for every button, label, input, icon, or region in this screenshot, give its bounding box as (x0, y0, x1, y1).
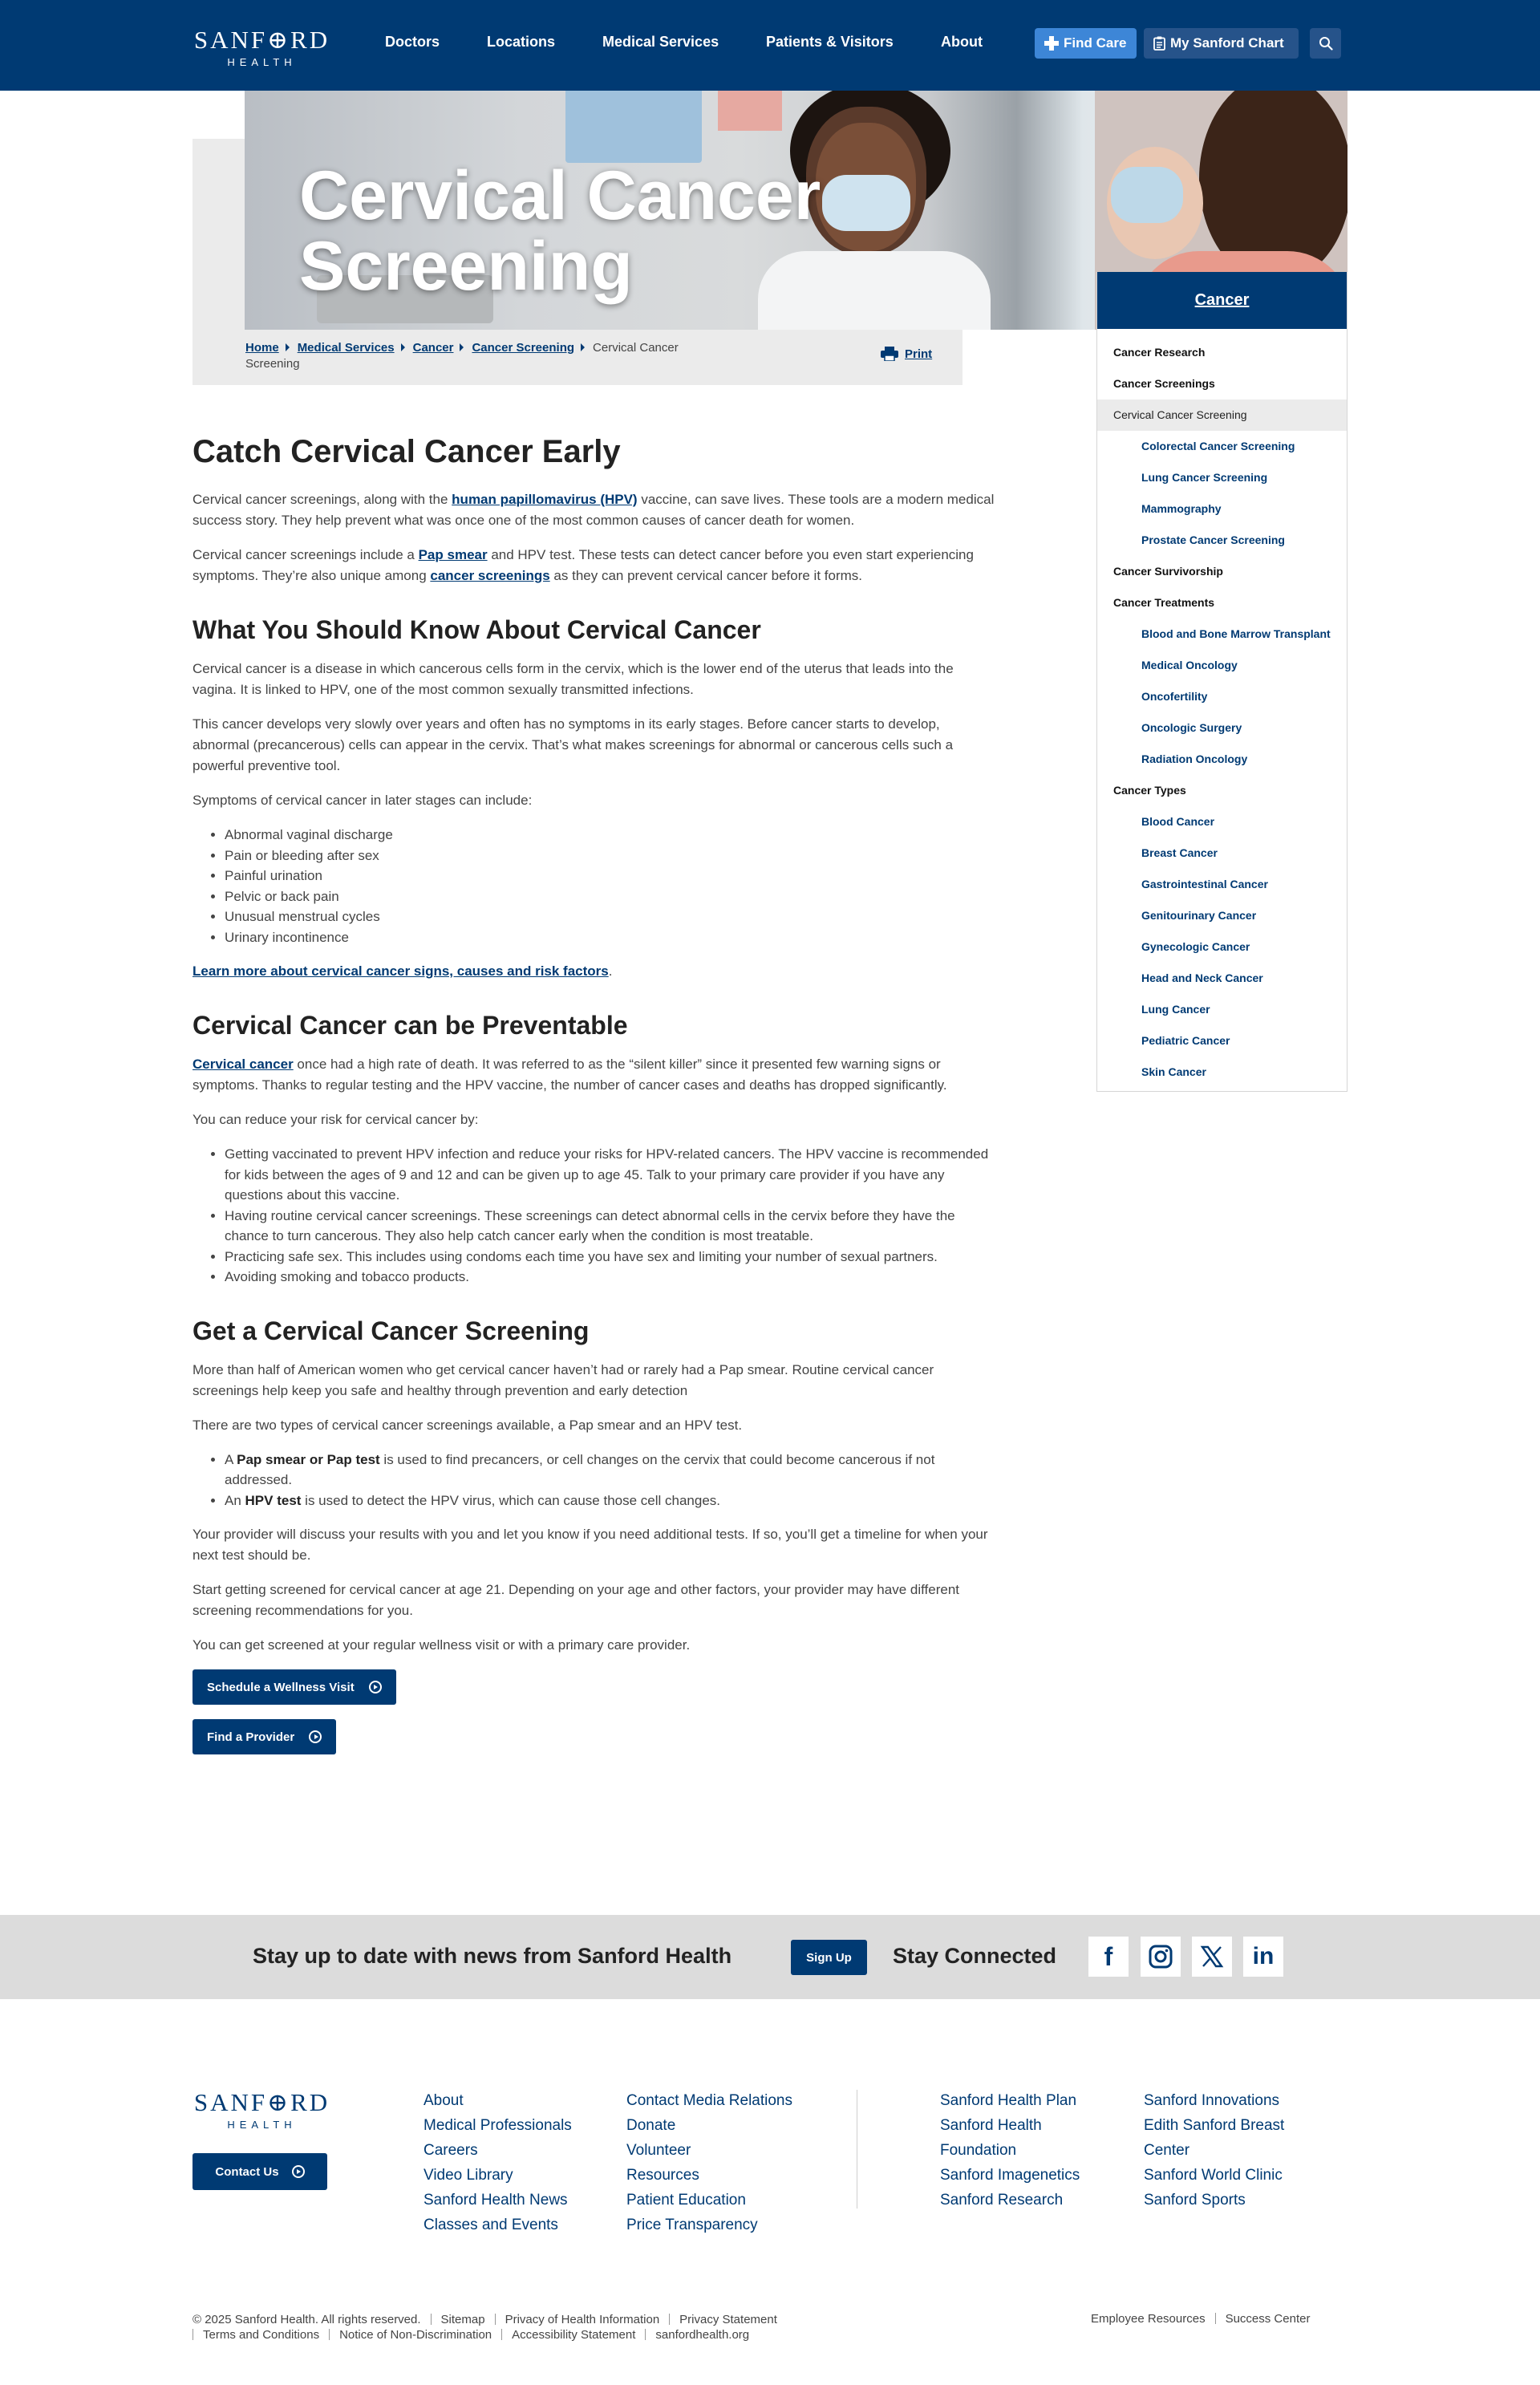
sidebar-item-cancer-treatments[interactable]: Cancer Treatments (1113, 596, 1215, 609)
print-button[interactable] (881, 347, 932, 361)
paragraph-age-21: Start getting screened for cervical cancer at age 21. Depending on your age and other factors, your provider may have different screening recommendations for you. (192, 1582, 960, 1618)
logo-wordmark: SANF⊕RD (193, 26, 330, 54)
list-item: • Practicing safe sex. This includes using condoms each time you have sex and limiting your number of sexual partners. (225, 1247, 995, 1268)
sidebar-item-lung-cancer-screening[interactable]: Lung Cancer Screening (1141, 471, 1268, 484)
paragraph-reduce-risk-intro: You can reduce your risk for cervical cancer by: (192, 1112, 479, 1127)
cta-row-2 (192, 1719, 995, 1754)
sidebar-item-cancer-survivorship[interactable]: Cancer Survivorship (1113, 565, 1223, 578)
legal-links (192, 2312, 914, 2342)
sidebar-title-cancer[interactable]: Cancer (1097, 272, 1347, 329)
footer-link-research[interactable]: Sanford Research (940, 2192, 1064, 2209)
footer-link-world-clinic[interactable]: Sanford World Clinic (1144, 2167, 1283, 2184)
footer-column-3 (940, 2088, 1112, 2213)
list-item: • Pelvic or back pain (225, 886, 995, 907)
risk-reduction-list (225, 1144, 995, 1288)
list-item: • Pain or bleeding after sex (225, 846, 995, 866)
hpv-link[interactable]: human papillomavirus (HPV) (452, 492, 638, 507)
sidebar-item-oncologic-surgery[interactable]: Oncologic Surgery (1141, 721, 1242, 734)
learn-more-paragraph: Learn more about cervical cancer signs, causes and risk factors. (192, 963, 613, 979)
sign-up-button[interactable]: Sign Up (791, 1940, 867, 1975)
list-item: • Urinary incontinence (225, 927, 995, 948)
legal-link-non-discrimination[interactable]: Notice of Non-Discrimination (339, 2328, 492, 2342)
breadcrumb-home[interactable]: Home (245, 341, 279, 355)
paragraph-two-types: There are two types of cervical cancer screenings available, a Pap smear and an HPV test. (192, 1417, 743, 1433)
footer-column-4 (1144, 2088, 1328, 2213)
find-care-label: Find Care (1064, 35, 1127, 51)
legal-link-privacy-statement[interactable]: Privacy Statement (679, 2313, 777, 2326)
nav-doctors[interactable]: Doctors (385, 34, 440, 50)
sidebar-item-oncofertility[interactable]: Oncofertility (1141, 690, 1208, 703)
contact-us-label: Contact Us (215, 2164, 279, 2179)
footer-link-health-plan[interactable]: Sanford Health Plan (940, 2092, 1077, 2109)
sidebar-navigation (1096, 272, 1348, 1092)
contact-us-button[interactable] (192, 2153, 327, 2190)
cancer-screenings-link[interactable]: cancer screenings (430, 568, 550, 583)
arrow-circle-icon (292, 2165, 305, 2178)
main-article (192, 429, 995, 1754)
footer-link-media-relations[interactable]: Contact Media Relations (626, 2092, 792, 2109)
paragraph-disease-definition: Cervical cancer is a disease in which cancerous cells form in the cervix, which is the lower end of the uterus that leads into the vagina. It is linked to HPV, one of the most common sexually transmitted infections. (192, 661, 954, 697)
section-heading-catch-early: Catch Cervical Cancer Early (192, 434, 621, 469)
legal-row-1 (192, 2312, 914, 2327)
footer-logo[interactable] (192, 2090, 332, 2131)
sidebar-item-lung-cancer[interactable]: Lung Cancer (1141, 1003, 1210, 1016)
footer-link-resources[interactable]: Resources (626, 2167, 699, 2184)
footer-logo-wordmark: SANF⊕RD (193, 2088, 330, 2116)
list-item: • Getting vaccinated to prevent HPV infection and reduce your risks for HPV-related cancers. The HPV vaccine is recommended for kids between the ages of 9 and 12 and can be given up to age 45. Talk to your primary care provider if you have any questions about this vaccine. (225, 1144, 995, 1206)
my-sanford-chart-button[interactable] (1144, 28, 1299, 59)
section-heading-what-to-know: What You Should Know About Cervical Cancer (192, 615, 761, 644)
sidebar-item-cancer-screenings[interactable]: Cancer Screenings (1113, 377, 1215, 390)
nav-about[interactable]: About (941, 34, 983, 50)
nav-locations[interactable]: Locations (487, 34, 556, 50)
paragraph-results: Your provider will discuss your results with you and let you know if you need additional tests. If so, you’ll get a timeline for when your next test should be. (192, 1527, 988, 1563)
list-item: • A Pap smear or Pap test is used to find precancers, or cell changes on the cervix that could become cancerous if not addressed. (225, 1450, 995, 1491)
sidebar-item-colorectal-cancer-screening[interactable]: Colorectal Cancer Screening (1141, 440, 1295, 452)
list-item: • Having routine cervical cancer screenings. These screenings can detect abnormal cells in the cervix before they have the chance to turn cancerous. They also help catch cancer early when the condition is most treatable. (225, 1206, 995, 1247)
legal-links-right (1091, 2312, 1310, 2326)
print-label: Print (905, 347, 933, 361)
breadcrumb-cancer-screening[interactable]: Cancer Screening (472, 341, 575, 355)
footer-link-volunteer[interactable]: Volunteer (626, 2142, 691, 2159)
footer-column-2 (626, 2088, 811, 2237)
schedule-wellness-visit-button[interactable] (192, 1669, 396, 1705)
footer-column-1 (424, 2088, 608, 2237)
linkedin-icon: in (1252, 1943, 1275, 1969)
legal-link-sitemap[interactable]: Sitemap (440, 2313, 485, 2326)
footer-link-medical-professionals[interactable]: Medical Professionals (424, 2117, 572, 2134)
linkedin-link[interactable] (1243, 1937, 1283, 1977)
paragraph-silent-killer: Cervical cancer once had a high rate of death. It was referred to as the “silent killer” since it presented few warning signs or symptoms. Thanks to regular testing and the HPV vaccine, the number of cancer cases and deaths has dropped significantly. (192, 1057, 947, 1093)
printer-icon (881, 347, 898, 361)
footer-link-price-transparency[interactable]: Price Transparency (626, 2217, 758, 2233)
list-item: • Abnormal vaginal discharge (225, 825, 995, 846)
sidebar-item-cervical-cancer-screening[interactable]: Cervical Cancer Screening (1097, 400, 1347, 431)
legal-link-privacy-health-info[interactable]: Privacy of Health Information (505, 2313, 660, 2326)
instagram-link[interactable] (1141, 1937, 1181, 1977)
cervical-cancer-link[interactable]: Cervical cancer (192, 1057, 294, 1072)
learn-more-link[interactable]: Learn more about cervical cancer signs, causes and risk factors (192, 963, 609, 979)
footer-link-news[interactable]: Sanford Health News (424, 2192, 568, 2209)
facebook-link[interactable] (1088, 1937, 1129, 1977)
arrow-circle-icon (309, 1730, 322, 1743)
section-heading-preventable: Cervical Cancer can be Preventable (192, 1011, 628, 1040)
copyright-text: © 2025 Sanford Health. All rights reserved. (192, 2313, 421, 2326)
legal-link-accessibility[interactable]: Accessibility Statement (512, 2328, 636, 2342)
sidebar-item-breast-cancer[interactable]: Breast Cancer (1141, 846, 1218, 859)
newsletter-band (0, 1915, 1540, 1999)
find-provider-label: Find a Provider (207, 1730, 295, 1744)
find-care-button[interactable] (1035, 28, 1137, 59)
section-heading-get-screening: Get a Cervical Cancer Screening (192, 1316, 590, 1345)
sidebar-list (1097, 329, 1347, 1091)
screenings-paragraph: Cervical cancer screenings include a Pap smear and HPV test. These tests can detect cancer before you even start experiencing symptoms. They’re also unique among cancer screenings as they can prevent cervical cancer before it forms. (192, 547, 974, 583)
breadcrumb-current: Cervical Cancer Screening (245, 341, 679, 371)
sidebar-item-radiation-oncology[interactable]: Radiation Oncology (1141, 752, 1248, 765)
page-title: Cervical Cancer Screening (299, 157, 821, 305)
footer-link-sports[interactable]: Sanford Sports (1144, 2192, 1246, 2209)
paragraph-wellness-visit: You can get screened at your regular wellness visit or with a primary care provider. (192, 1637, 691, 1653)
nav-patients-visitors[interactable]: Patients & Visitors (766, 34, 894, 50)
legal-link-terms[interactable]: Terms and Conditions (203, 2328, 320, 2342)
sidebar-item-cancer-research[interactable]: Cancer Research (1113, 346, 1206, 359)
breadcrumb-cancer[interactable]: Cancer (412, 341, 454, 355)
cta-row-1 (192, 1669, 995, 1705)
success-center-link[interactable]: Success Center (1225, 2312, 1311, 2326)
footer-link-video-library[interactable]: Video Library (424, 2167, 513, 2184)
stay-connected-label: Stay Connected (893, 1944, 1057, 1968)
footer-link-patient-education[interactable]: Patient Education (626, 2192, 746, 2209)
legal-row-2 (192, 2327, 914, 2342)
facebook-icon: f (1104, 1941, 1113, 1971)
pap-smear-link[interactable]: Pap smear (418, 547, 488, 562)
sidebar-item-pediatric-cancer[interactable]: Pediatric Cancer (1141, 1034, 1230, 1047)
list-item: • Painful urination (225, 866, 995, 886)
sidebar-item-medical-oncology[interactable]: Medical Oncology (1141, 659, 1238, 671)
list-item: • An HPV test is used to detect the HPV virus, which can cause those cell changes. (225, 1491, 995, 1511)
breadcrumb-separator-icon (286, 343, 290, 351)
paragraph-pap-smear-stats: More than half of American women who get cervical cancer haven’t had or rarely had a Pap smear. Routine cervical cancer screenings help keep you safe and healthy through prevention and early detection (192, 1361, 934, 1398)
clipboard-icon (1153, 36, 1165, 51)
sidebar-item-skin-cancer[interactable]: Skin Cancer (1141, 1065, 1206, 1078)
sidebar-item-blood-cancer[interactable]: Blood Cancer (1141, 815, 1215, 828)
breadcrumb (245, 340, 711, 372)
intro-paragraph: Cervical cancer screenings, along with the human papillomavirus (HPV) vaccine, can save lives. These tools are a modern medical success story. They help prevent what was once one of the most common causes of cancer death for women. (192, 492, 995, 528)
top-navigation-bar (0, 0, 1540, 91)
sidebar-item-gynecologic-cancer[interactable]: Gynecologic Cancer (1141, 940, 1250, 953)
paragraph-slow-development: This cancer develops very slowly over years and often has no symptoms in its early stages. Before cancer starts to develop, abnormal (precancerous) cells can appear in the cervix. That’s what makes screenings for abnormal or cancerous cells such a powerful preventive tool. (192, 716, 954, 773)
x-icon (1200, 1945, 1224, 1969)
instagram-icon (1148, 1944, 1173, 1969)
sidebar-item-mammography[interactable]: Mammography (1141, 502, 1222, 515)
paragraph-symptoms-intro: Symptoms of cervical cancer in later stages can include: (192, 793, 533, 808)
footer-link-breast-center[interactable]: Edith Sanford Breast Center (1144, 2117, 1285, 2159)
breadcrumb-separator-icon (581, 343, 585, 351)
footer-link-innovations[interactable]: Sanford Innovations (1144, 2092, 1280, 2109)
schedule-wellness-visit-label: Schedule a Wellness Visit (207, 1680, 355, 1694)
sidebar-item-gastrointestinal-cancer[interactable]: Gastrointestinal Cancer (1141, 878, 1268, 890)
search-icon (1319, 36, 1333, 51)
breadcrumb-medical-services[interactable]: Medical Services (297, 341, 395, 355)
find-provider-button[interactable] (192, 1719, 336, 1754)
nav-medical-services[interactable]: Medical Services (602, 34, 719, 50)
my-sanford-chart-label: My Sanford Chart (1170, 35, 1284, 51)
employee-resources-link[interactable]: Employee Resources (1091, 2312, 1206, 2326)
list-item: • Unusual menstrual cycles (225, 907, 995, 927)
logo-subtitle: HEALTH (227, 56, 297, 68)
sidebar-item-cancer-types[interactable]: Cancer Types (1113, 784, 1186, 797)
breadcrumb-separator-icon (460, 343, 464, 351)
sanford-health-logo[interactable] (192, 27, 332, 68)
legal-link-website[interactable]: sanfordhealth.org (655, 2328, 750, 2342)
sidebar-item-head-and-neck-cancer[interactable]: Head and Neck Cancer (1141, 971, 1263, 984)
x-link[interactable] (1192, 1937, 1232, 1977)
sidebar-item-prostate-cancer-screening[interactable]: Prostate Cancer Screening (1141, 533, 1285, 546)
footer-link-imagenetics[interactable]: Sanford Imagenetics (940, 2167, 1080, 2184)
footer-link-careers[interactable]: Careers (424, 2142, 478, 2159)
screening-types-list (225, 1450, 995, 1511)
footer-logo-subtitle: HEALTH (227, 2119, 297, 2131)
footer-link-foundation[interactable]: Sanford Health Foundation (940, 2117, 1042, 2159)
sidebar-item-genitourinary-cancer[interactable]: Genitourinary Cancer (1141, 909, 1257, 922)
newsletter-text: Stay up to date with news from Sanford Health (253, 1944, 732, 1968)
breadcrumb-separator-icon (401, 343, 405, 351)
plus-cross-icon (1044, 36, 1059, 51)
footer-link-about[interactable]: About (424, 2092, 464, 2109)
symptoms-list (225, 825, 995, 947)
footer-link-donate[interactable]: Donate (626, 2117, 676, 2134)
search-button[interactable] (1310, 28, 1341, 59)
footer-link-classes-events[interactable]: Classes and Events (424, 2217, 558, 2233)
arrow-circle-icon (369, 1681, 382, 1693)
list-item: • Avoiding smoking and tobacco products. (225, 1267, 995, 1288)
sidebar-item-blood-and-bone-marrow-transplant[interactable]: Blood and Bone Marrow Transplant (1141, 627, 1331, 640)
